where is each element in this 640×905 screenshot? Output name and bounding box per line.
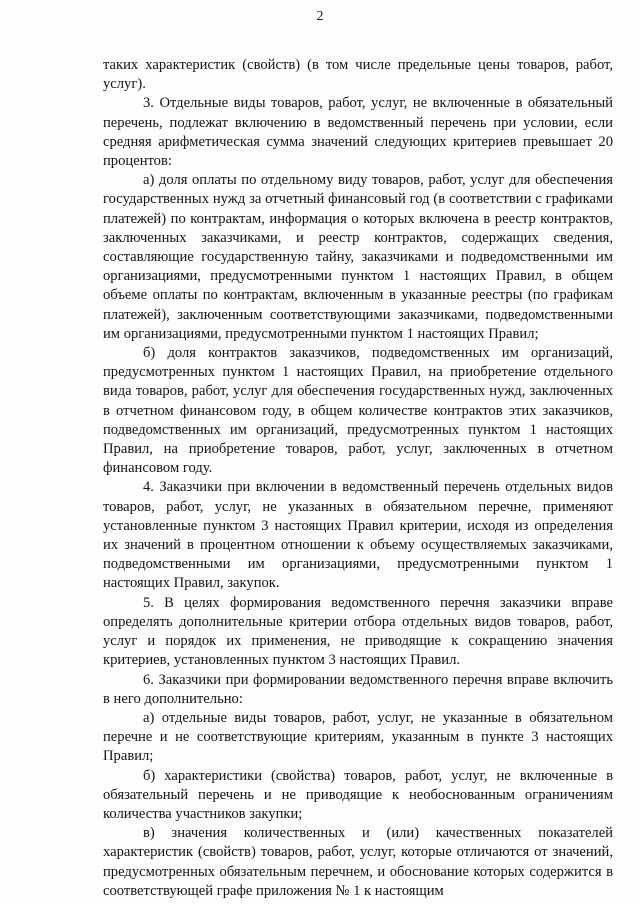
paragraph-continuation: таких характеристик (свойств) (в том числе предельные цены товаров, работ, услуг). (103, 57, 613, 93)
paragraph-item-3: 3. Отдельные виды товаров, работ, услуг, не включенные в обязательный перечень, подлежат включению в ведомственный перечень при условии, если средняя арифметическая сумма значений следующих критериев превышает 20 процентов: (103, 95, 613, 170)
paragraph-item-3a: а) доля оплаты по отдельному виду товаров, работ, услуг для обеспечения государственных нужд за отчетный финансовый год (в соответствии с графиками платежей) по контрактам, информация о которых включена в реестр контрактов, заключенных заказчиками, и реестр контрактов, содержащих сведения, составляющие государственную тайну, заказчиками и подведомственными им организациями, предусмотренными пунктом 1 настоящих Правил, в общем объеме оплаты по контрактам, включенным в указанные реестры (по графикам платежей), заключенным соответствующими заказчиками, подведомственными им организациями, предусмотренными пунктом 1 настоящих Правил; (103, 172, 613, 342)
page-number: 2 (316, 9, 324, 24)
paragraph-item-4: 4. Заказчики при включении в ведомственный перечень отдельных видов товаров, работ, услуг, не указанных в обязательном перечне, применяют установленные пунктом 3 настоящих Правил критерии, исходя из определения их значений в процентном отношении к объему осуществляемых заказчиками, подведомственными им организациями, предусмотренными пунктом 1 настоящих Правил, закупок. (103, 479, 613, 592)
paragraph-item-6a: а) отдельные виды товаров, работ, услуг, не указанные в обязательном перечне и не соответствующие критериям, указанным в пункте 3 настоящих Правил; (103, 709, 613, 765)
paragraph-item-6v: в) значения количественных и (или) качественных показателей характеристик (свойств) товаров, работ, услуг, которые отличаются от значений, предусмотренных обязательным перечнем, и обоснование которых содержится в соответствующей графе приложения № 1 к настоящим (103, 825, 613, 899)
paragraph-item-5: 5. В целях формирования ведомственного перечня заказчики вправе определять дополнительные критерии отбора отдельных видов товаров, работ, услуг и порядок их применения, не приводящие к сокращению значения критериев, установленных пунктом 3 настоящих Правил. (103, 594, 613, 669)
paragraph-item-6: 6. Заказчики при формировании ведомственного перечня вправе включить в него дополнительно: (103, 671, 613, 707)
paragraph-item-6b: б) характеристики (свойства) товаров, работ, услуг, не включенные в обязательный перечень и не приводящие к необоснованным ограничениям количества участников закупки; (103, 767, 613, 822)
document-body (103, 56, 613, 901)
paragraph-item-3b: б) доля контрактов заказчиков, подведомственных им организаций, предусмотренных пунктом 1 настоящих Правил, на приобретение отдельного вида товаров, работ, услуг для обеспечения государственных нужд, заключенных в отчетном финансовом году, в общем количестве контрактов этих заказчиков, подведомственных им организаций, предусмотренных пунктом 1 настоящих Правил, на приобретение товаров, работ, услуг, заключенных в отчетном финансовом году. (103, 345, 613, 477)
